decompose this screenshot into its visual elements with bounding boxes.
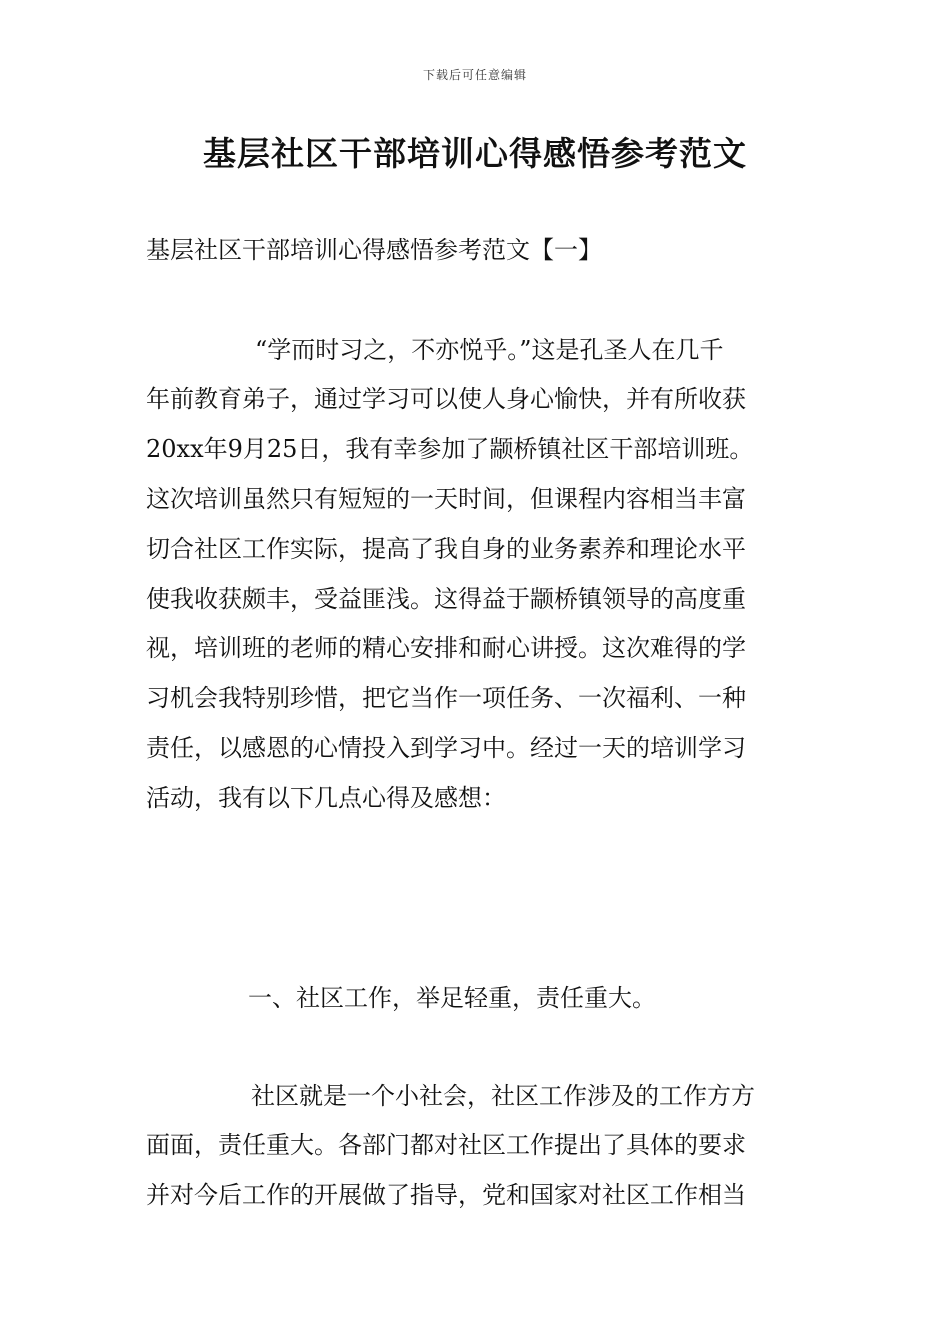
paragraph-line: 社区就是一个小社会，社区工作涉及的工作方方: [251, 1082, 755, 1110]
paragraph-line: 年前教育弟子，通过学习可以使人身心愉快，并有所收获: [146, 385, 746, 413]
subheading: 一、社区工作，举足轻重，责任重大。: [248, 984, 656, 1012]
paragraph-line: 视，培训班的老师的精心安排和耐心讲授。这次难得的学: [146, 634, 746, 662]
paragraph-line: 活动，我有以下几点心得及感想：: [146, 784, 506, 812]
document-title: 基层社区干部培训心得感悟参考范文: [203, 134, 747, 173]
header-note: 下载后可任意编辑: [422, 68, 527, 82]
paragraph-line: 并对今后工作的开展做了指导，党和国家对社区工作相当: [146, 1181, 746, 1209]
paragraph-line: 责任，以感恩的心情投入到学习中。经过一天的培训学习: [146, 734, 746, 762]
paragraph-line: “学而时习之，不亦悦乎。”这是孔圣人在几千: [255, 336, 724, 364]
paragraph-line: 20xx年9月25日，我有幸参加了颛桥镇社区干部培训班。: [146, 435, 754, 463]
paragraph-line: 这次培训虽然只有短短的一天时间，但课程内容相当丰富: [146, 485, 746, 513]
paragraph-line: 使我收获颇丰，受益匪浅。这得益于颛桥镇领导的高度重: [146, 585, 746, 613]
section-heading: 基层社区干部培训心得感悟参考范文【一】: [146, 236, 602, 264]
paragraph-line: 面面，责任重大。各部门都对社区工作提出了具体的要求: [146, 1131, 746, 1159]
paragraph-line: 习机会我特别珍惜，把它当作一项任务、一次福利、一种: [146, 684, 746, 712]
paragraph-line: 切合社区工作实际，提高了我自身的业务素养和理论水平: [146, 535, 746, 563]
